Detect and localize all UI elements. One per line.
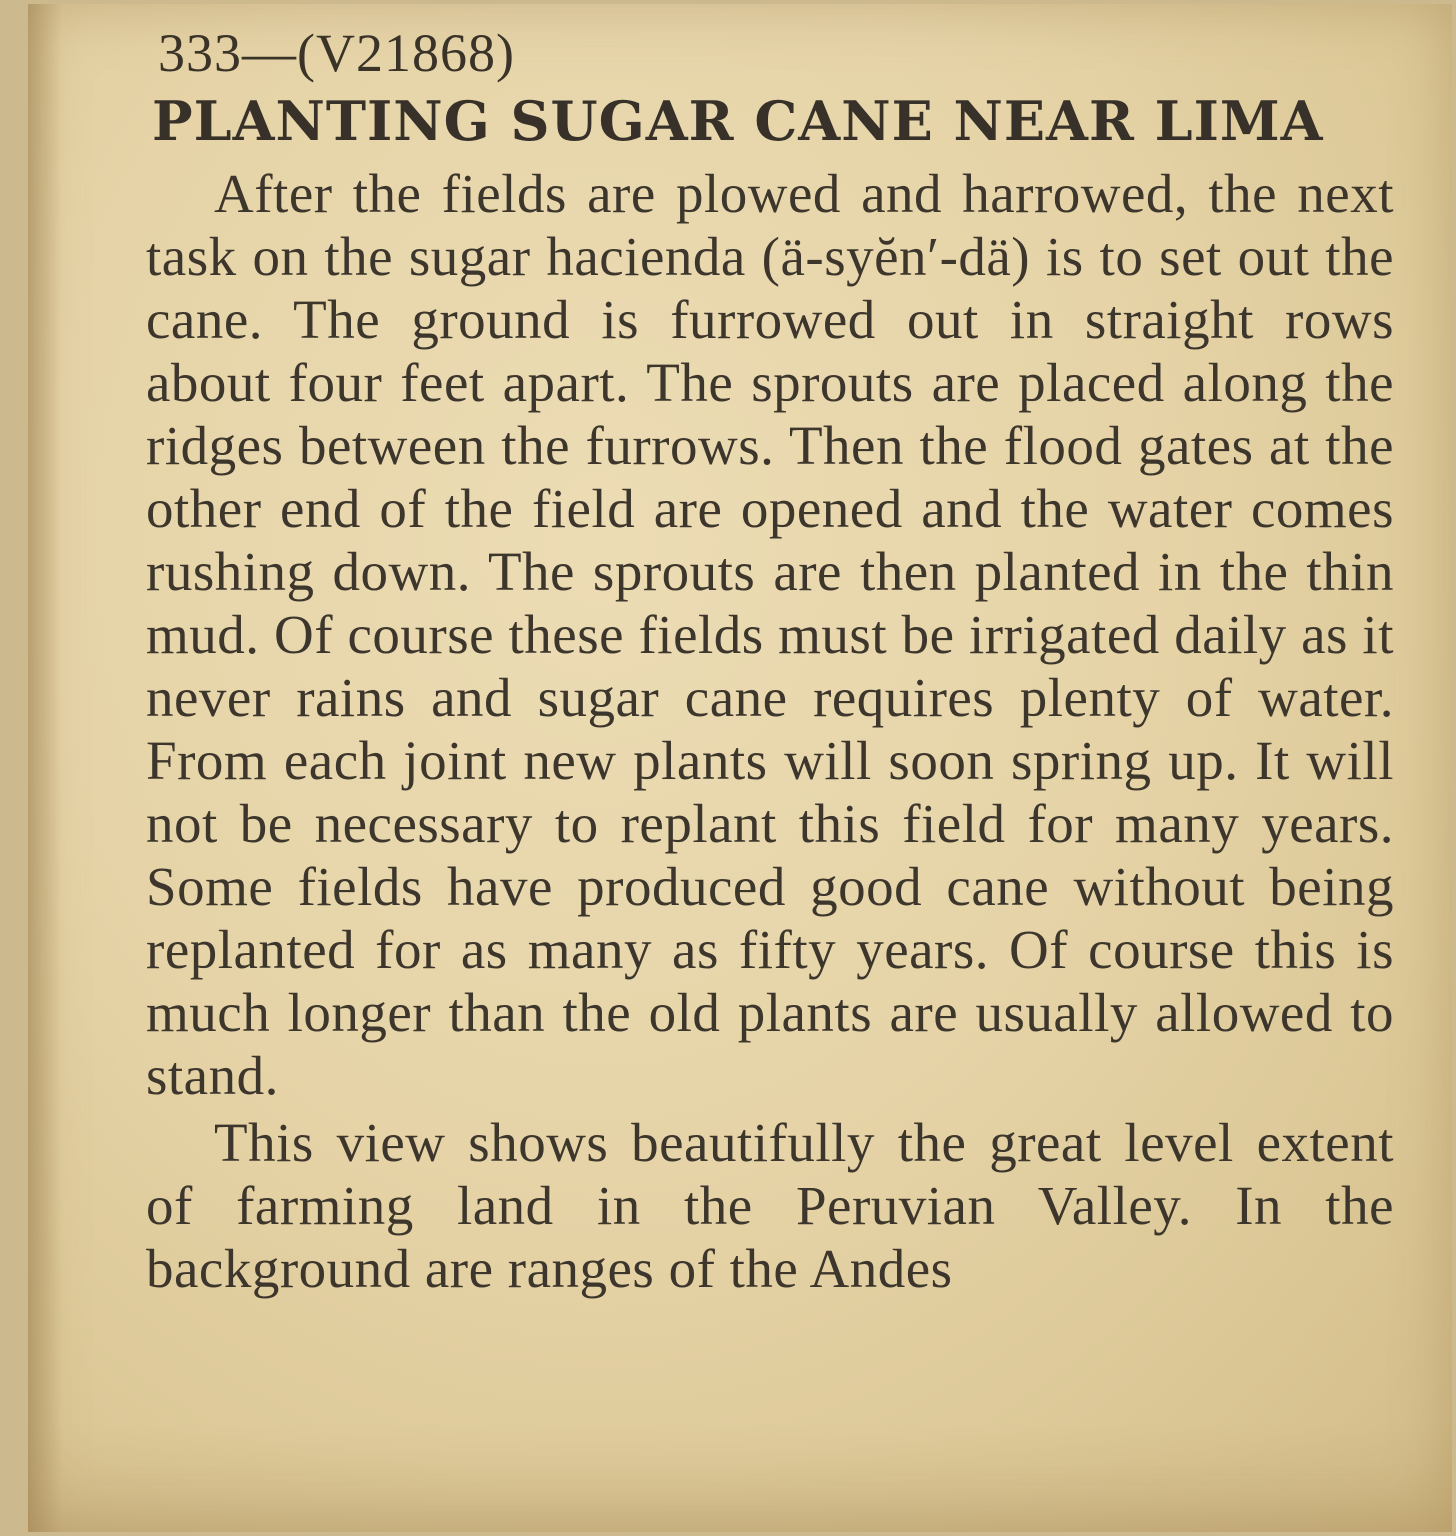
card-title: PLANTING SUGAR CANE NEAR LIMA (152, 89, 1324, 153)
card-text-block (146, 20, 1394, 1300)
card-bottom-fold (28, 1422, 1452, 1532)
stereoview-card-back (28, 4, 1452, 1532)
description-paragraph-1: After the fields are plowed and harrowed, the next task on the sugar hacienda (ä-syĕn′-dä) is to set out the cane. The ground is furrowed out in straight rows about four feet apart. The sprouts are placed along the ridges between the furrows. Then the flood gates at the other end of the field are opened and the water comes rushing down. The sprouts are then planted in the thin mud. Of course these fields must be irrigated daily as it never rains and sugar cane requires plenty of water. From each joint new plants will soon spring up. It will not be necessary to replant this field for many years. Some fields have produced good cane without being replanted for as many as fifty years. Of course this is much longer than the old plants are usually allowed to stand. (146, 163, 1394, 1106)
description-paragraph-2: This view shows beautifully the great level extent of farming land in the Peruvian Valley. In the background are ranges of the Andes (146, 1112, 1394, 1299)
catalog-number: 333—(V21868) (158, 23, 515, 83)
card-left-edge-shadow (28, 4, 62, 1532)
